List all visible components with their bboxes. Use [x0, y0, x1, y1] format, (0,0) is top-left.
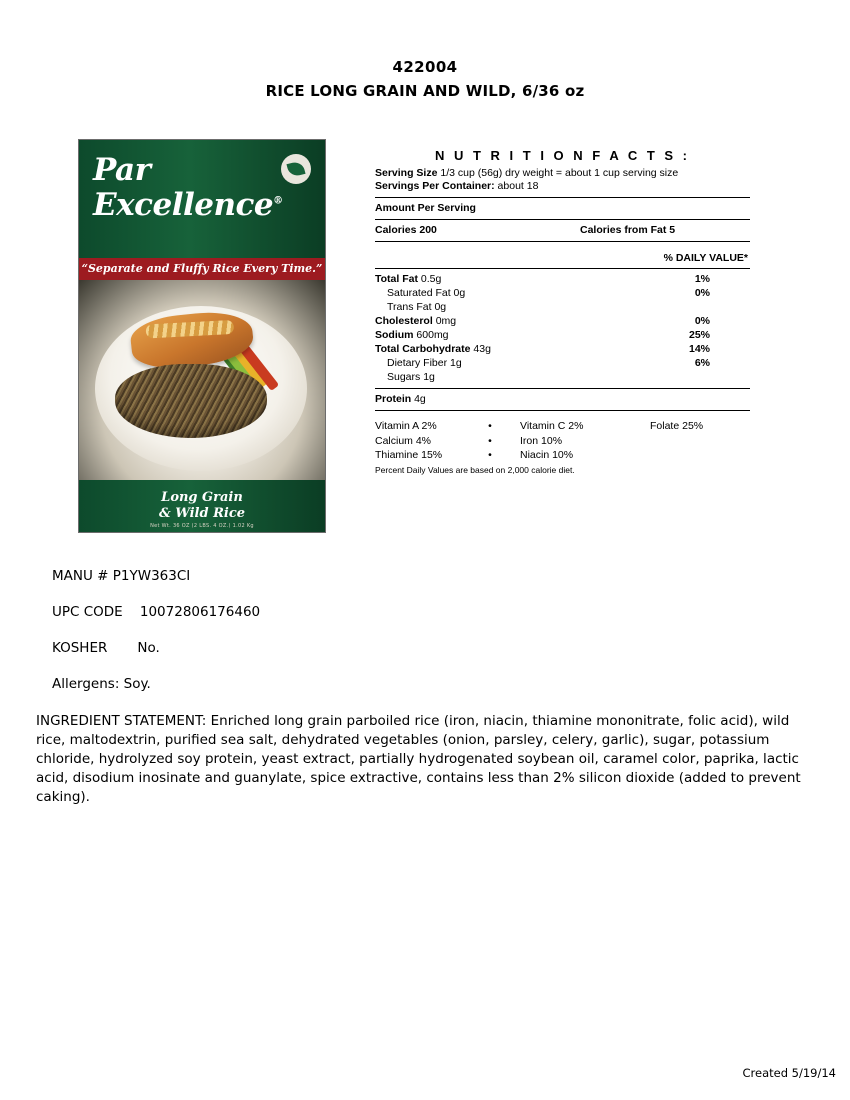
nutrient-name-amount — [375, 392, 426, 406]
vitamin-cell: Calcium 4% — [375, 434, 432, 447]
nutrient-name: Dietary Fiber — [387, 357, 448, 369]
calories-from-fat-label: Calories from Fat — [580, 224, 667, 236]
nutrient-name: Protein — [375, 393, 412, 405]
nutrient-row — [375, 370, 750, 384]
nutrient-amount: 1g — [423, 371, 435, 383]
serving-size-line — [375, 167, 750, 180]
nutrition-facts-title: N U T R I T I O N F A C T S : — [434, 148, 691, 163]
servings-per-container-line — [375, 180, 750, 193]
box-variety-line2: & Wild Rice — [158, 506, 246, 521]
nutrient-row — [375, 356, 750, 370]
nutrient-name: Cholesterol — [375, 315, 433, 327]
nutrient-name: Sugars — [387, 371, 421, 383]
vitamin-cell — [650, 448, 750, 463]
calories-value: 200 — [419, 224, 437, 236]
nutrient-name-amount — [375, 356, 462, 370]
rice-pile-shape — [115, 364, 267, 438]
servings-per-container-value: about 18 — [497, 180, 539, 192]
vitamin-cell: Niacin 10% — [520, 449, 574, 461]
box-net-weight: Net Wt. 36 OZ (2 LBS. 4 OZ.) 1.02 Kg — [150, 523, 254, 529]
nutrient-name-amount — [375, 300, 446, 314]
divider — [375, 219, 750, 220]
registered-trademark-icon: ® — [273, 195, 283, 207]
nutrient-row — [375, 392, 750, 406]
nutrient-name: Total Fat — [375, 273, 418, 285]
bullet-separator: • — [488, 449, 492, 461]
vitamin-table — [375, 419, 750, 463]
nutrient-dv — [710, 370, 750, 384]
nutrient-name-amount — [375, 314, 456, 328]
divider — [375, 388, 750, 389]
nutrient-name: Trans Fat — [387, 301, 432, 313]
serving-size-value: 1/3 cup (56g) dry weight = about 1 cup serving size — [440, 167, 679, 179]
nutrient-row — [375, 328, 750, 342]
nutrient-name-amount — [375, 328, 449, 342]
nutrient-name-amount — [375, 370, 435, 384]
nutrient-row — [375, 272, 750, 286]
nutrient-amount: 4g — [414, 393, 426, 405]
product-code: 422004 — [392, 58, 458, 76]
nutrition-facts-panel — [375, 148, 750, 475]
kosher-status: KOSHER No. — [52, 640, 160, 656]
nutrient-dv — [710, 300, 750, 314]
brand-name-text: Excellence — [93, 187, 274, 223]
brand-name-line2 — [93, 187, 283, 223]
nutrient-dv: 14% — [688, 343, 710, 355]
table-row — [375, 434, 750, 449]
nutrient-amount: 43g — [473, 343, 491, 355]
nutrient-amount: 600mg — [416, 329, 449, 341]
nutrient-row — [375, 286, 750, 300]
table-row — [375, 448, 750, 463]
divider — [375, 241, 750, 242]
nutrient-dv — [710, 392, 750, 406]
vitamin-cell — [650, 434, 750, 449]
allergens: Allergens: Soy. — [52, 676, 151, 692]
vitamin-cell: Vitamin A 2% — [375, 420, 437, 432]
vitamin-cell: Folate 25% — [650, 420, 704, 432]
bullet-separator: • — [488, 420, 492, 432]
calories-cell — [375, 223, 580, 237]
cereal-box-artwork — [78, 139, 326, 533]
box-variety-label — [79, 490, 325, 522]
divider — [375, 268, 750, 269]
box-variety-line1: Long Grain — [161, 490, 243, 505]
nutrient-row — [375, 314, 750, 328]
nutrient-row — [375, 342, 750, 356]
daily-value-footnote: Percent Daily Values are based on 2,000 calorie diet. — [375, 464, 575, 475]
bullet-separator: • — [488, 434, 492, 447]
amount-per-serving-label: Amount Per Serving — [375, 202, 476, 214]
nutrient-row — [375, 300, 750, 314]
nutrient-amount: 0mg — [435, 315, 457, 327]
divider — [375, 410, 750, 411]
vitamin-cell: Vitamin C 2% — [520, 420, 584, 432]
calories-from-fat-value: 5 — [669, 224, 676, 236]
nutrient-dv: 0% — [694, 287, 710, 299]
divider — [375, 197, 750, 198]
nutrient-dv: 6% — [694, 357, 710, 369]
calories-line — [375, 223, 750, 237]
nutrient-name-amount — [375, 286, 465, 300]
nutrient-dv: 0% — [694, 315, 710, 327]
product-details — [52, 558, 260, 702]
ingredient-statement: INGREDIENT STATEMENT: Enriched long grain parboiled rice (iron, niacin, thiamine mononitrate, folic acid), wild rice, maltodextrin, purified sea salt, dehydrated vegetables (onion, parsley, celery, garlic), sugar, potassium chloride, hydrolyzed soy protein, yeast extract, partially hydrogenated soybean oil, caramel color, paprika, lactic acid, disodium inosinate and guanylate, spice extractive, contains less than 2% silicon dioxide (added to prevent caking). — [36, 713, 801, 805]
nutrient-name: Sodium — [375, 329, 414, 341]
vitamin-cell: Thiamine 15% — [375, 449, 443, 461]
nutrient-name-amount — [375, 272, 441, 286]
created-date: Created 5/19/14 — [742, 1066, 836, 1080]
nutrient-amount: 1g — [450, 357, 462, 369]
box-food-photo — [79, 280, 325, 480]
servings-per-container-label: Servings Per Container: — [375, 180, 495, 192]
nutrient-name: Saturated Fat — [387, 287, 451, 299]
daily-value-header: % DAILY VALUE* — [663, 252, 748, 264]
page-title: RICE LONG GRAIN AND WILD, 6/36 oz — [265, 82, 585, 100]
table-row — [375, 419, 750, 434]
document-header — [0, 58, 850, 100]
box-tagline: “Separate and Fluffy Rice Every Time.” — [79, 258, 325, 280]
manufacturer-number: MANU # P1YW363CI — [52, 568, 191, 584]
nutrient-dv: 25% — [688, 329, 710, 341]
upc-code: UPC CODE 10072806176460 — [52, 604, 261, 620]
brand-name-line1: Par — [93, 152, 151, 188]
nutrient-amount: 0.5g — [420, 273, 442, 285]
nutrient-amount: 0g — [434, 301, 447, 313]
nutrient-dv: 1% — [694, 273, 710, 285]
leaf-icon — [281, 154, 311, 184]
vitamin-cell: Iron 10% — [520, 434, 563, 447]
nutrient-amount: 0g — [453, 287, 466, 299]
calories-from-fat-cell — [580, 223, 675, 237]
product-photo — [72, 139, 330, 534]
nutrient-name: Total Carbohydrate — [375, 343, 471, 355]
serving-size-label: Serving Size — [375, 167, 438, 179]
nutrient-name-amount — [375, 342, 491, 356]
calories-label: Calories — [375, 224, 417, 236]
